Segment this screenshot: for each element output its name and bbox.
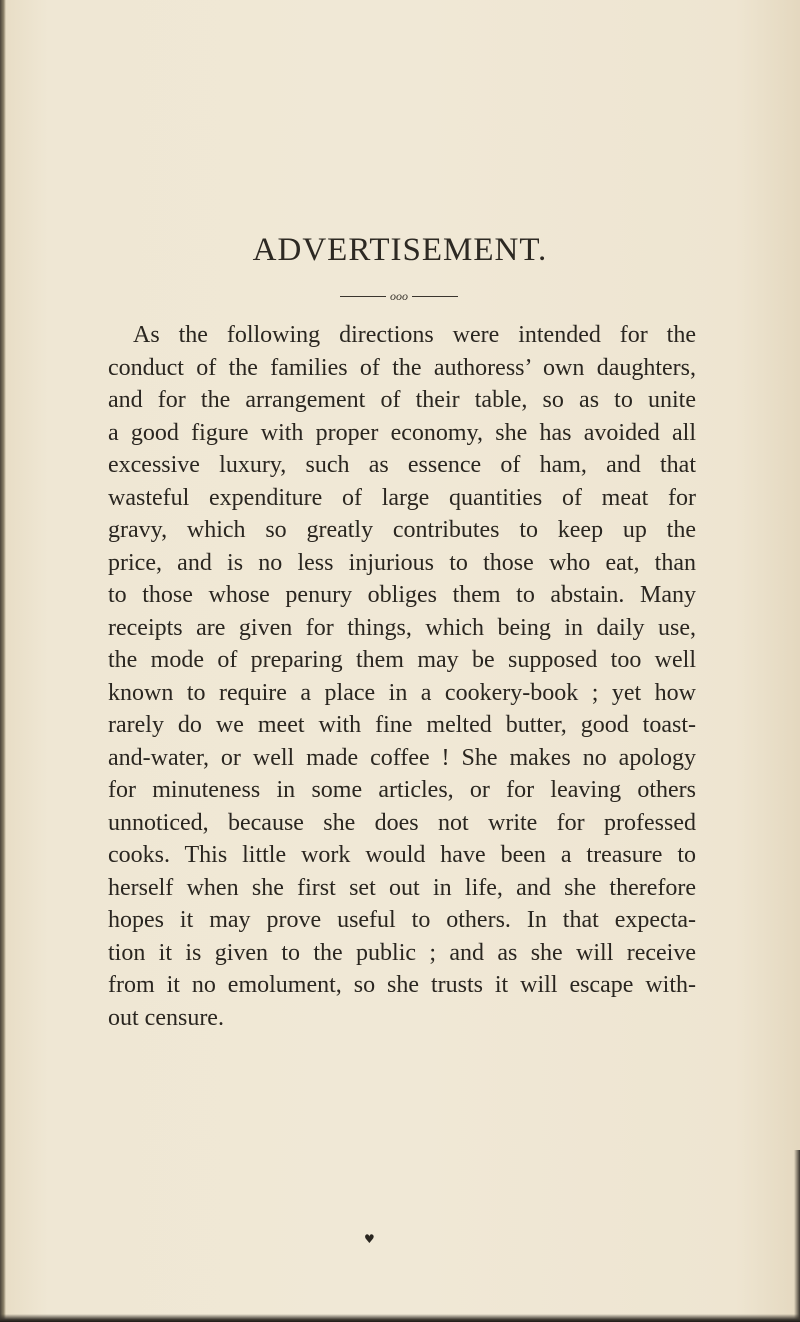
title-ornament [340,288,458,304]
text-line: out censure. [108,1004,224,1031]
text-line: known to require a place in a cookery-book ; yet how [108,679,696,706]
text-line: price, and is no less injurious to those who eat, than [108,549,696,576]
page-right-edge [794,1150,800,1322]
page-binding-edge [0,0,6,1322]
text-line: and-water, or well made coffee ! She makes no apology [108,744,696,771]
text-line: a good figure with proper economy, she has avoided all [108,419,696,446]
advertisement-paragraph [108,319,696,1034]
text-line: cooks. This little work would have been a treasure to [108,842,696,868]
text-line: As the following directions were intended for the [133,322,696,348]
text-line: unnoticed, because she does not write for professed [108,809,696,836]
text-line: hopes it may prove useful to others. In that expecta- [108,907,696,933]
text-line: from it no emolument, so she trusts it will escape with- [108,972,696,998]
ornament-rule-left [340,296,386,297]
text-line: and for the arrangement of their table, so as to unite [108,387,696,413]
text-line: to those whose penury obliges them to abstain. Many [108,582,696,608]
text-line: herself when she first set out in life, and she therefore [108,874,696,901]
page-bottom-edge [0,1314,800,1322]
text-line: tion it is given to the public ; and as she will receive [108,939,696,966]
page-title: ADVERTISEMENT. [252,232,548,268]
text-line: excessive luxury, such as essence of ham, and that [108,452,696,478]
ornament-mark: ooo [390,288,408,303]
text-line: for minuteness in some articles, or for leaving others [108,777,696,803]
text-line: wasteful expenditure of large quantities of meat for [108,484,696,511]
text-line: the mode of preparing them may be supposed too well [108,647,696,673]
ornament-rule-right [412,296,458,297]
text-line: conduct of the families of the authoress’ own daughters, [108,354,696,381]
printer-mark: ♥ [364,1232,375,1246]
text-line: gravy, which so greatly contributes to keep up the [108,517,696,543]
text-line: rarely do we meet with fine melted butter, good toast- [108,712,696,738]
text-line: receipts are given for things, which being in daily use, [108,614,696,641]
